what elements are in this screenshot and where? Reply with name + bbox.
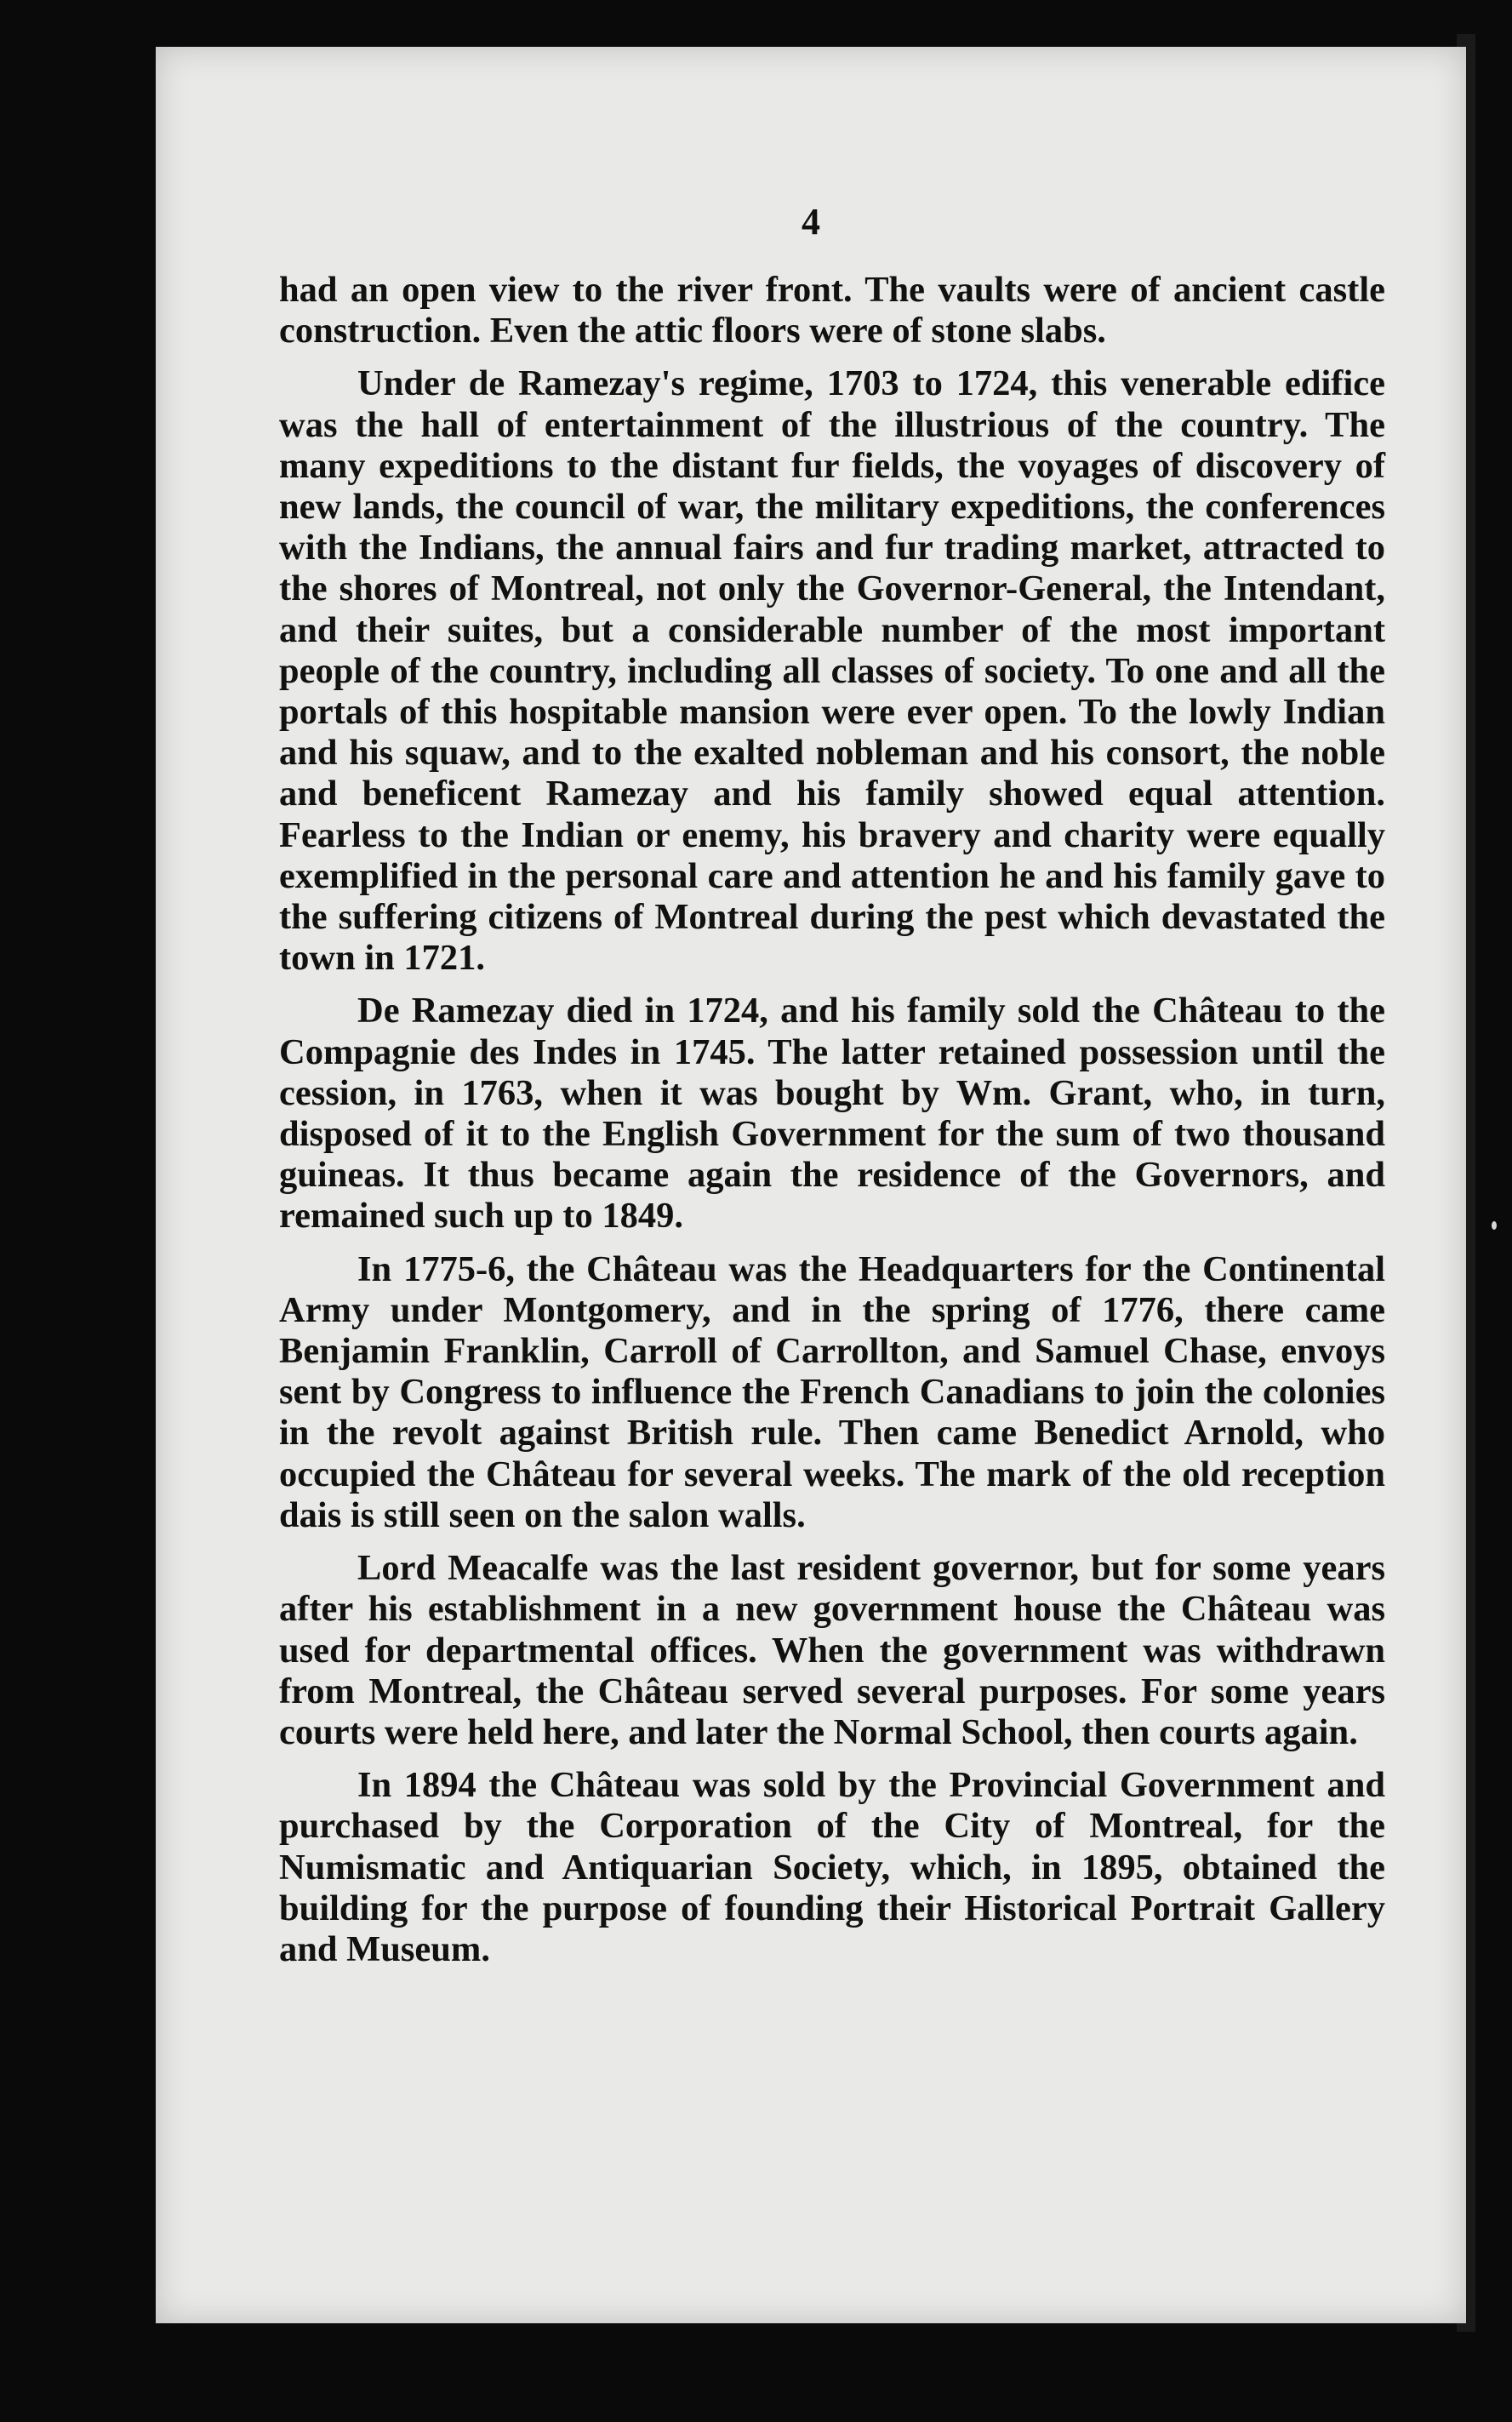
paragraph-4: In 1775-6, the Château was the Headquarters for the Continental Army under Montgomery, and in the spring of 1776, there came Benjamin Franklin, Carroll of Carrollton, and Samuel Chase, envoys sent by Congress to influence the French Canadians to join the colonies in the revolt against British rule. Then came Benedict Arnold, who occupied the Château for several weeks. The mark of the old reception dais is still seen on the salon walls. (279, 1248, 1385, 1535)
paragraph-5: Lord Meacalfe was the last resident governor, but for some years after his establishment in a new government house the Château was used for departmental offices. When the government was withdrawn from Montreal, the Château served several purposes. For some years courts were held here, and later the Normal School, then courts again. (279, 1548, 1385, 1752)
paragraph-1: had an open view to the river front. The vaults were of ancient castle construction. Even the attic floors were of stone slabs. (279, 270, 1385, 351)
book-page (156, 47, 1466, 2323)
paragraph-3: De Ramezay died in 1724, and his family sold the Château to the Compagnie des Indes in 1745. The latter retained possession until the cession, in 1763, when it was bought by Wm. Grant, who, in turn, disposed of it to the English Government for the sum of two thousand guineas. It thus became again the residence of the Governors, and remained such up to 1849. (279, 991, 1385, 1237)
paragraph-6: In 1894 the Château was sold by the Provincial Government and purchased by the Corporation of the City of Montreal, for the Numismatic and Antiquarian Society, which, in 1895, obtained the building for the purpose of founding their Historical Portrait Gallery and Museum. (279, 1765, 1385, 1969)
dust-speck (1492, 1221, 1497, 1230)
body-text (279, 270, 1385, 1982)
page-number: 4 (802, 201, 820, 243)
paragraph-2: Under de Ramezay's regime, 1703 to 1724, this venerable edifice was the hall of entertainment of the illustrious of the country. The many expeditions to the distant fur fields, the voyages of discovery of new lands, the council of war, the military expeditions, the conferences with the Indians, the annual fairs and fur trading market, attracted to the shores of Montreal, not only the Governor-General, the Intendant, and their suites, but a considerable number of the most important people of the country, including all classes of society. To one and all the portals of this hospitable mansion were ever open. To the lowly Indian and his squaw, and to the exalted nobleman and his consort, the noble and beneficent Ramezay and his family showed equal attention. Fearless to the Indian or enemy, his bravery and charity were equally exemplified in the personal care and attention he and his family gave to the suffering citizens of Montreal during the pest which devastated the town in 1721. (279, 363, 1385, 979)
